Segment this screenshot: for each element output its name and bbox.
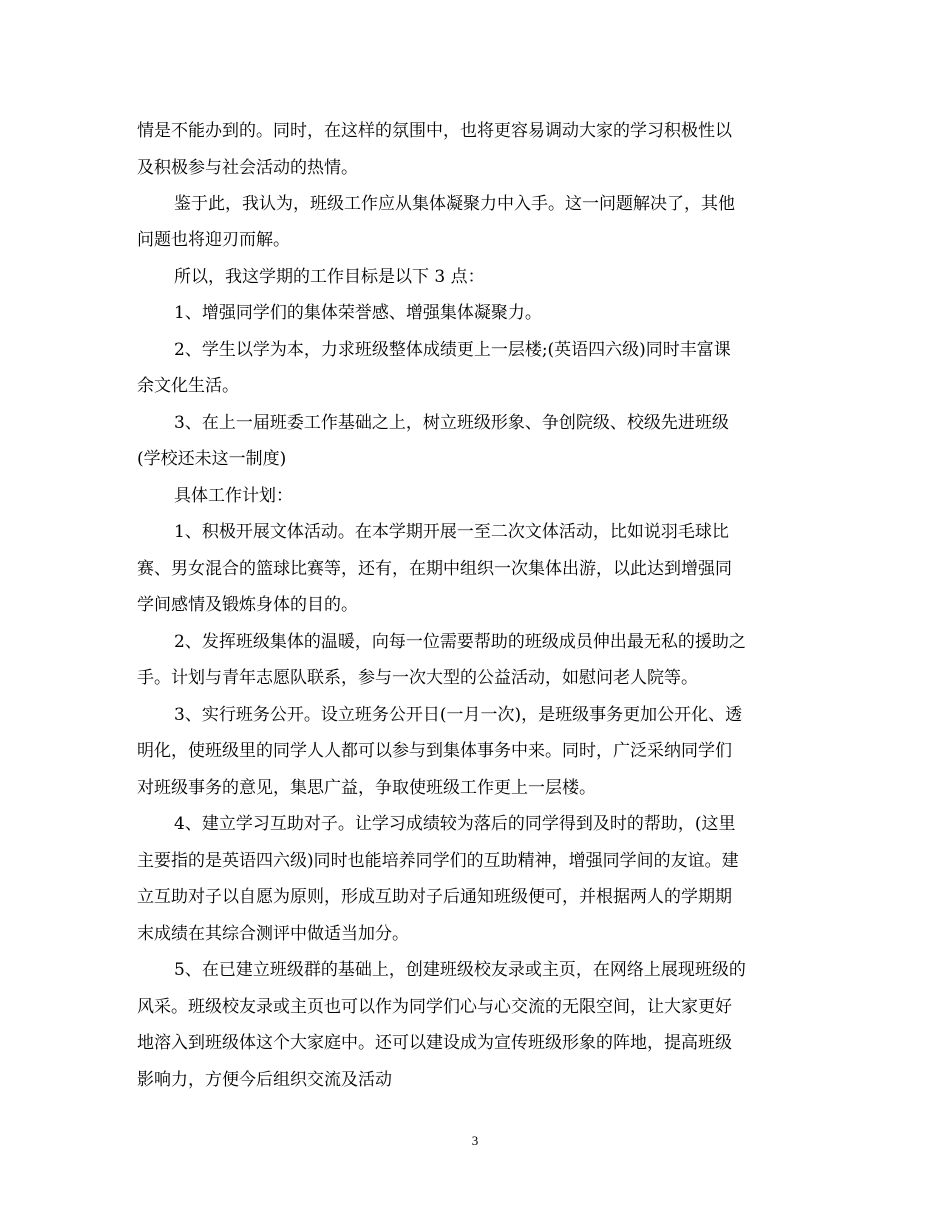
section-heading: 具体工作计划： bbox=[174, 486, 293, 506]
text-line: 学间感情及锻炼身体的目的。 bbox=[137, 595, 358, 615]
text-line: 风采。班级校友录或主页也可以作为同学们心与心交流的无限空间，让大家更好 bbox=[137, 997, 732, 1017]
plan-item-1: 1、积极开展文体活动。在本学期开展一至二次文体活动，比如说羽毛球比 bbox=[174, 522, 729, 542]
plan-item-3: 3、实行班务公开。设立班务公开日(一月一次)，是班级事务更加公开化、透 bbox=[174, 705, 743, 725]
plan-item-2: 2、发挥班级集体的温暖，向每一位需要帮助的班级成员伸出最无私的援助之 bbox=[174, 632, 746, 652]
text-line: 及积极参与社会活动的热情。 bbox=[137, 158, 358, 178]
text-line: 赛、男女混合的篮球比赛等，还有，在期中组织一次集体出游，以此达到增强同 bbox=[137, 559, 732, 579]
page-number: 3 bbox=[471, 1133, 479, 1148]
goal-item-1: 1、增强同学们的集体荣誉感、增强集体凝聚力。 bbox=[174, 303, 542, 323]
plan-item-4: 4、建立学习互助对子。让学习成绩较为落后的同学得到及时的帮助，(这里 bbox=[174, 814, 736, 834]
goal-item-2: 2、学生以学为本，力求班级整体成绩更上一层楼;(英语四六级)同时丰富课 bbox=[174, 340, 731, 360]
text-line: (学校还未这一制度) bbox=[137, 449, 287, 469]
text-line: 明化，使班级里的同学人人都可以参与到集体事务中来。同时，广泛采纳同学们 bbox=[137, 741, 732, 761]
text-line: 对班级事务的意见，集思广益，争取使班级工作更上一层楼。 bbox=[137, 778, 596, 798]
goal-item-3: 3、在上一届班委工作基础之上，树立班级形象、争创院级、校级先进班级 bbox=[174, 413, 729, 433]
text-line: 情是不能办到的。同时，在这样的氛围中，也将更容易调动大家的学习积极性以 bbox=[137, 121, 732, 141]
text-line: 末成绩在其综合测评中做适当加分。 bbox=[137, 924, 409, 944]
text-line: 影响力，方便今后组织交流及活动 bbox=[137, 1070, 392, 1090]
paragraph-start: 所以，我这学期的工作目标是以下 3 点： bbox=[174, 267, 485, 287]
text-line: 余文化生活。 bbox=[137, 376, 239, 396]
text-line: 立互助对子以自愿为原则，形成互助对子后通知班级便可，并根据两人的学期期 bbox=[137, 887, 732, 907]
text-line: 手。计划与青年志愿队联系，参与一次大型的公益活动，如慰问老人院等。 bbox=[137, 668, 698, 688]
text-line: 地溶入到班级体这个大家庭中。还可以建设成为宣传班级形象的阵地，提高班级 bbox=[137, 1033, 732, 1053]
plan-item-5: 5、在已建立班级群的基础上，创建班级校友录或主页，在网络上展现班级的 bbox=[174, 960, 746, 980]
text-line: 问题也将迎刃而解。 bbox=[137, 230, 290, 250]
paragraph-start: 鉴于此，我认为，班级工作应从集体凝聚力中入手。这一问题解决了，其他 bbox=[174, 194, 735, 214]
text-line: 主要指的是英语四六级)同时也能培养同学们的互助精神，增强同学间的友谊。建 bbox=[137, 851, 739, 871]
